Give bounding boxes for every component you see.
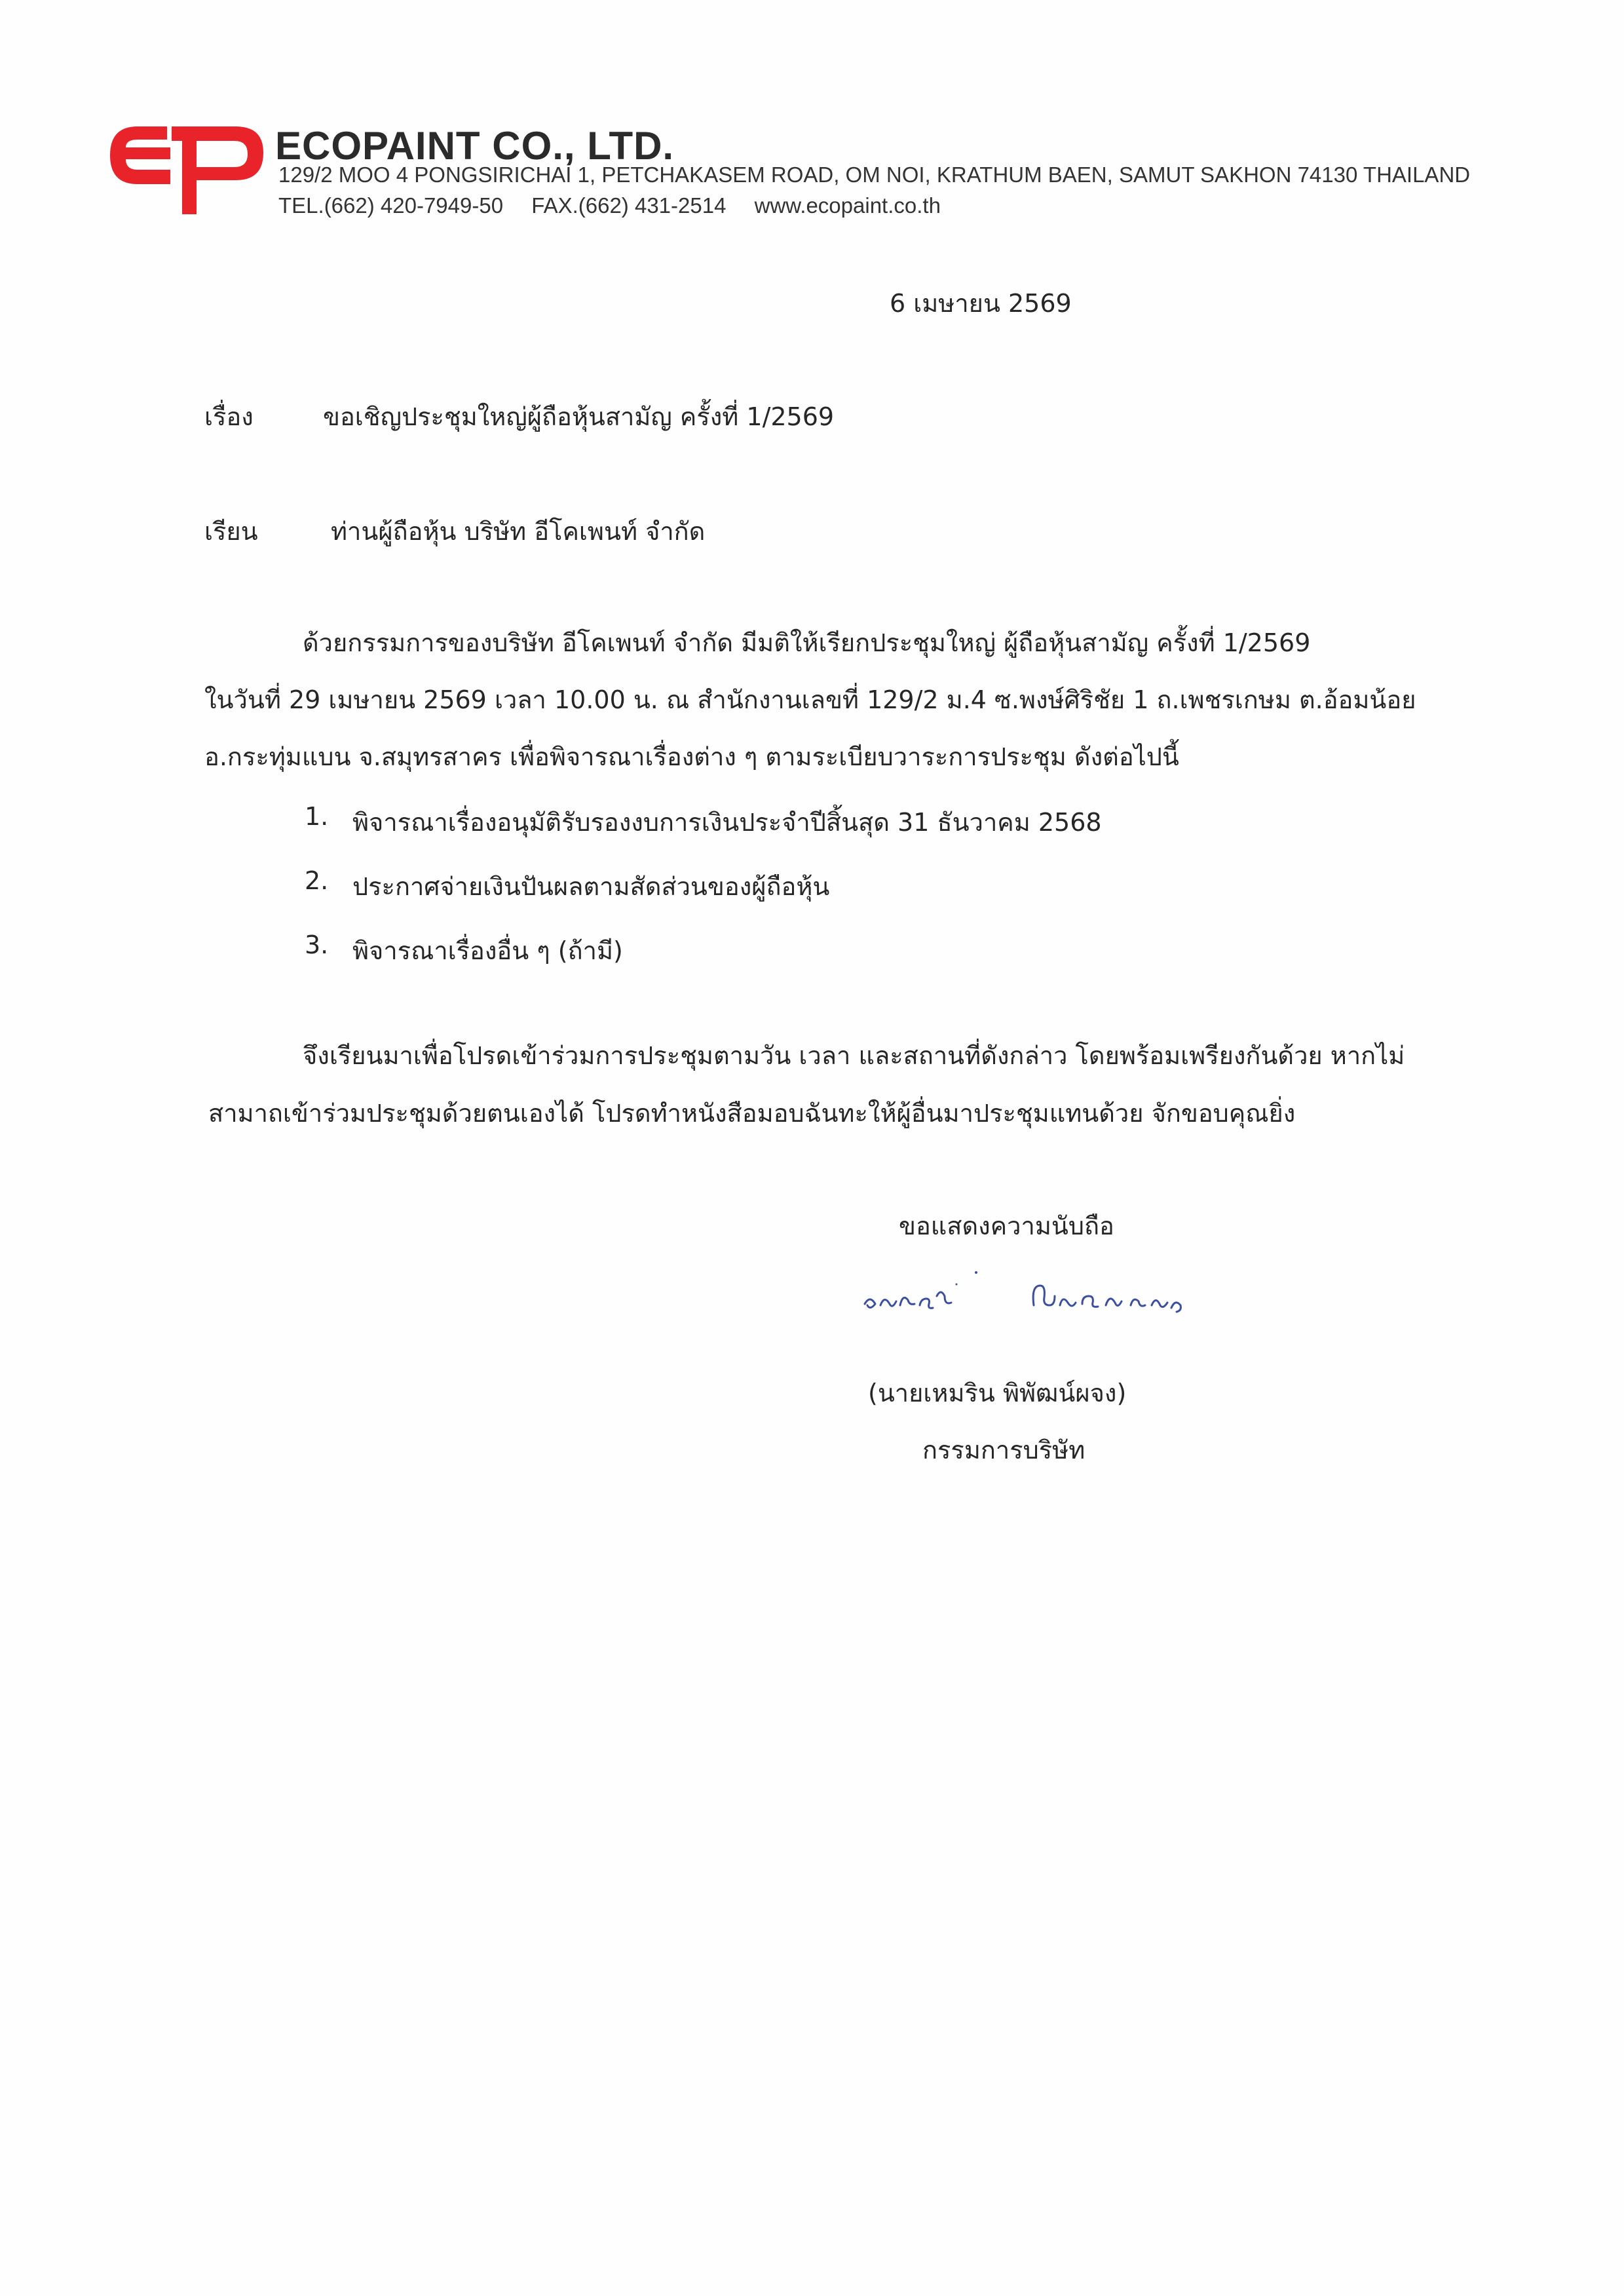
- company-tel: TEL.(662) 420-7949-50: [278, 193, 504, 218]
- company-address: 129/2 MOO 4 PONGSIRICHAI 1, PETCHAKASEM ROAD, OM NOI, KRATHUM BAEN, SAMUT SAKHON 74130 THAILAND: [278, 163, 1471, 187]
- paragraph2-line: สามาถเข้าร่วมประชุมด้วยตนเองได้ โปรดทำหนังสือมอบฉันทะให้ผู้อื่นมาประชุมแทนด้วย จักขอบคุณยิ่ง: [208, 1099, 1296, 1128]
- to-text: ท่านผู้ถือหุ้น บริษัท อีโคเพนท์ จำกัด: [331, 517, 706, 546]
- company-contact: [278, 193, 963, 218]
- agenda-item-text: พิจารณาเรื่องอนุมัติรับรองงบการเงินประจำปีสิ้นสุด 31 ธันวาคม 2568: [352, 808, 1102, 837]
- paragraph1-line: ด้วยกรรมการของบริษัท อีโคเพนท์ จำกัด มีมติให้เรียกประชุมใหญ่ ผู้ถือหุ้นสามัญ ครั้งที่ 1/2569: [303, 628, 1311, 657]
- paragraph2-line: จึงเรียนมาเพื่อโปรดเข้าร่วมการประชุมตามวัน เวลา และสถานที่ดังกล่าว โดยพร้อมเพรียงกันด้วย หากไม่: [303, 1041, 1405, 1070]
- company-name: ECOPAINT CO., LTD.: [275, 124, 675, 168]
- subject-text: ขอเชิญประชุมใหญ่ผู้ถือหุ้นสามัญ ครั้งที่ 1/2569: [323, 402, 835, 431]
- company-website: www.ecopaint.co.th: [754, 193, 941, 218]
- to-label: เรียน: [204, 517, 258, 546]
- agenda-item-number: 3.: [305, 930, 329, 959]
- signer-name: (นายเหมริน พิพัฒน์ผจง): [868, 1379, 1127, 1407]
- company-fax: FAX.(662) 431-2514: [531, 193, 727, 218]
- paragraph1-line: ในวันที่ 29 เมษายน 2569 เวลา 10.00 น. ณ สำนักงานเลขที่ 129/2 ม.4 ซ.พงษ์ศิริชัย 1 ถ.เพชรเกษม ต.อ้อมน้อย: [204, 685, 1416, 714]
- letter-date: 6 เมษายน 2569: [890, 289, 1072, 318]
- handwritten-signature: [852, 1258, 1192, 1330]
- agenda-item-number: 1.: [305, 802, 329, 831]
- agenda-item-number: 2.: [305, 866, 329, 895]
- agenda-item-text: พิจารณาเรื่องอื่น ๆ (ถ้ามี): [352, 936, 623, 965]
- signer-title: กรรมการบริษัท: [922, 1436, 1086, 1464]
- ecopaint-logo-icon: [105, 121, 269, 220]
- subject-label: เรื่อง: [204, 402, 254, 431]
- closing-text: ขอแสดงความนับถือ: [899, 1212, 1114, 1240]
- agenda-item-text: ประกาศจ่ายเงินปันผลตามสัดส่วนของผู้ถือหุ้น: [352, 872, 830, 901]
- paragraph1-line: อ.กระทุ่มแบน จ.สมุทรสาคร เพื่อพิจารณาเรื่องต่าง ๆ ตามระเบียบวาระการประชุม ดังต่อไปนี้: [204, 742, 1179, 771]
